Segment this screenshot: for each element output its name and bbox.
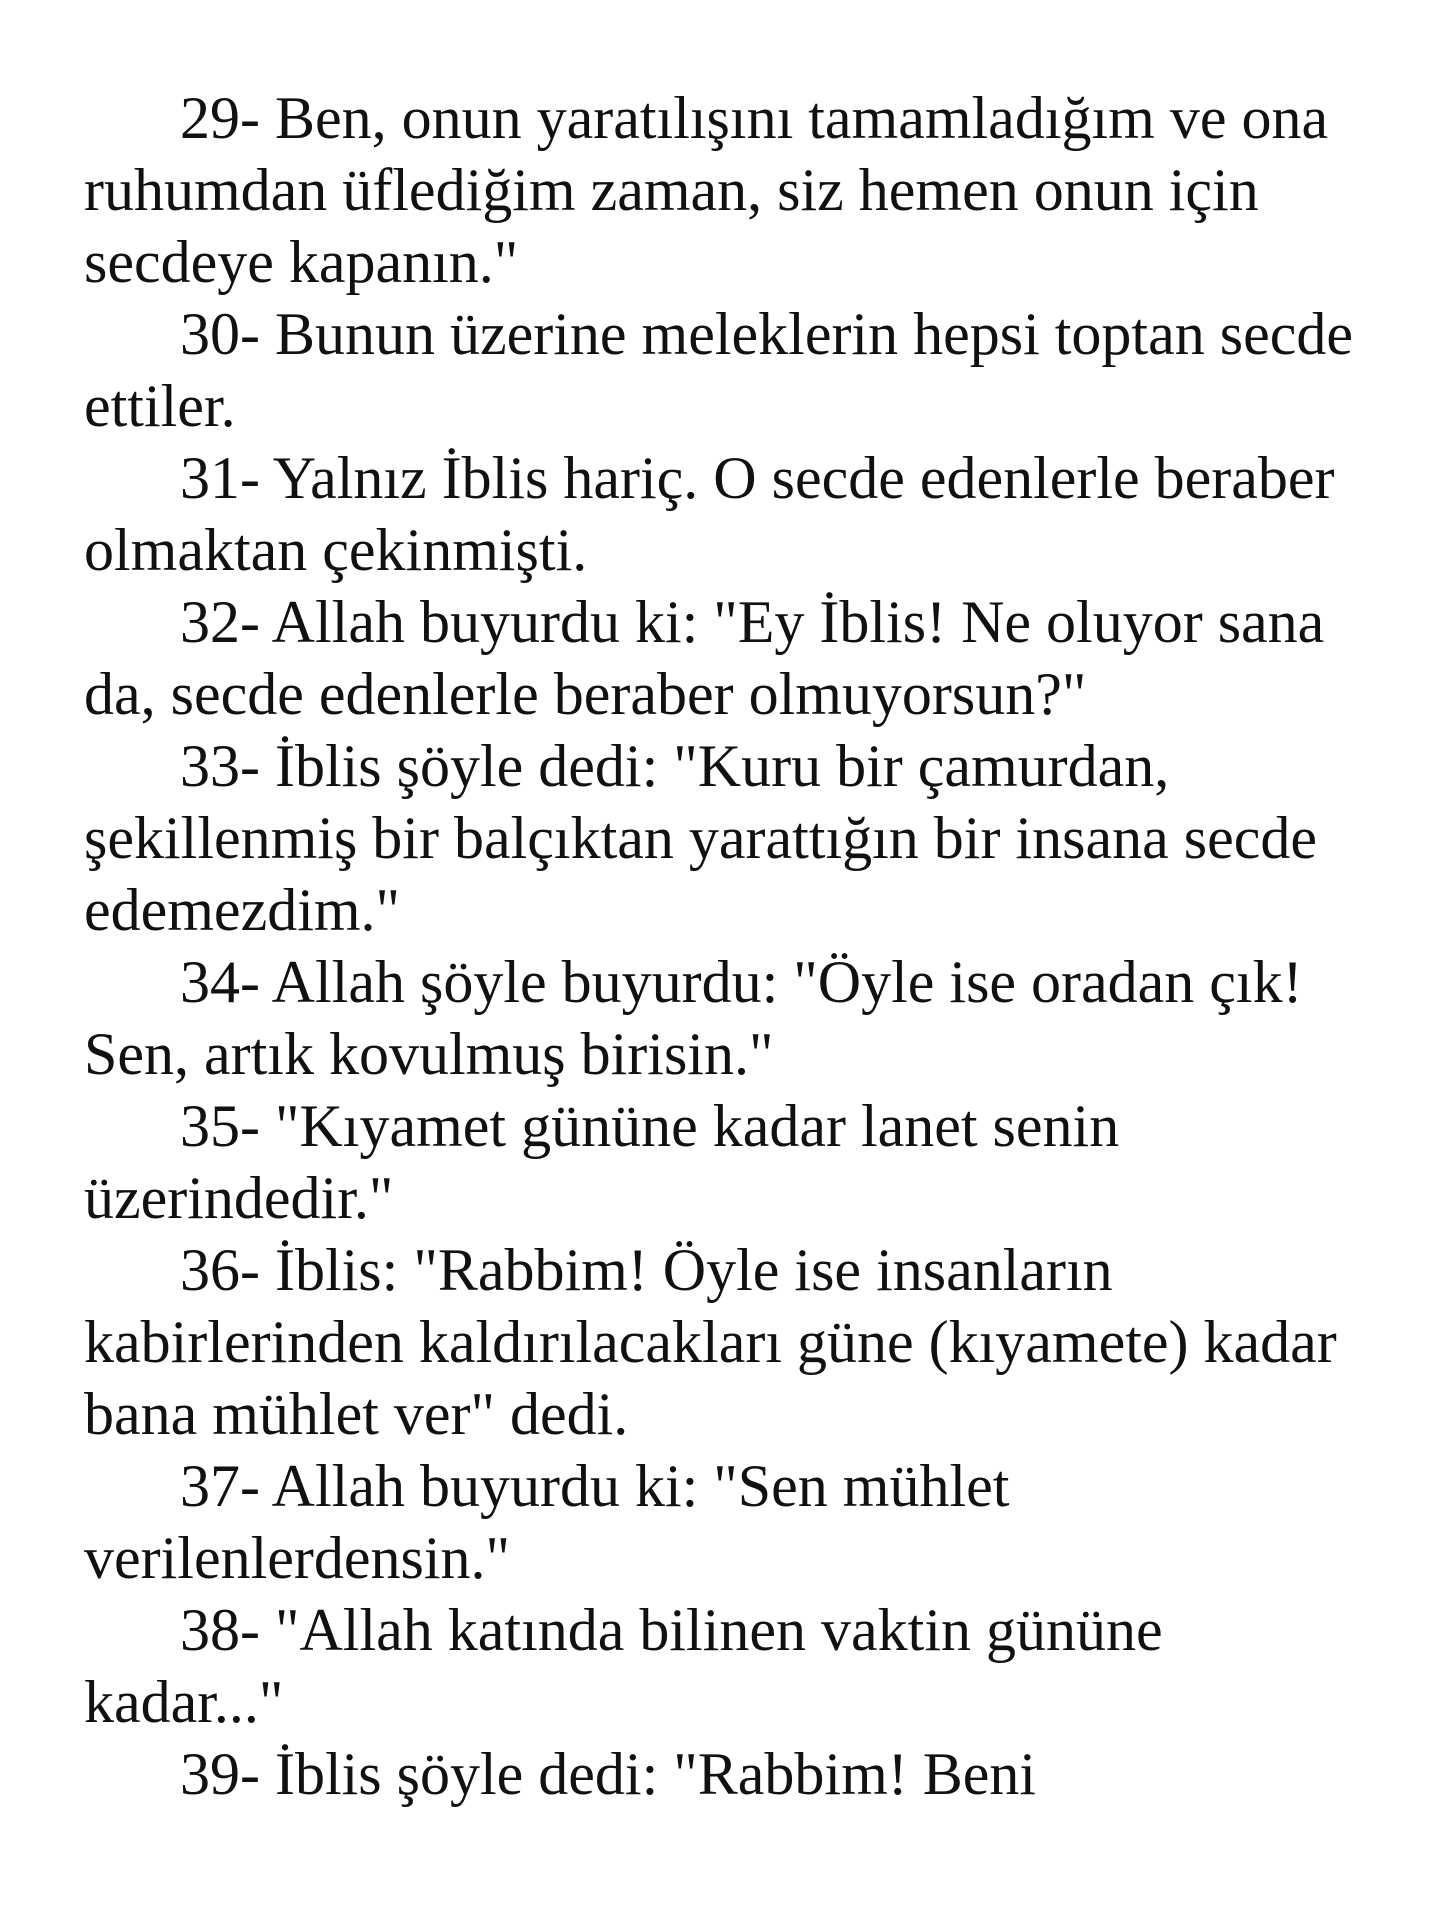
verse-30: 30- Bunun üzerine meleklerin hepsi toptan secde ettiler. [84,301,1353,439]
verse-35: 35- "Kıyamet gününe kadar lanet senin üzerindedir." [84,1093,1120,1231]
verse-33: 33- İblis şöyle dedi: "Kuru bir çamurdan, şekillenmiş bir balçıktan yarattığın bir insana secde edemezdim." [84,733,1317,943]
verse-38: 38- "Allah katında bilinen vaktin gününe kadar..." [84,1597,1163,1735]
document-page [84,82,1374,1810]
verse-37: 37- Allah buyurdu ki: "Sen mühlet verilenlerdensin." [84,1453,1010,1591]
verse-39: 39- İblis şöyle dedi: "Rabbim! Beni [180,1741,1037,1807]
verse-31: 31- Yalnız İblis hariç. O secde edenlerle beraber olmaktan çekinmişti. [84,445,1335,583]
verse-32: 32- Allah buyurdu ki: "Ey İblis! Ne oluyor sana da, secde edenlerle beraber olmuyorsun?" [84,589,1325,727]
verse-34: 34- Allah şöyle buyurdu: "Öyle ise oradan çık! Sen, artık kovulmuş birisin." [84,949,1303,1087]
verse-29: 29- Ben, onun yaratılışını tamamladığım ve ona ruhumdan üflediğim zaman, siz hemen onun için secdeye kapanın." [84,85,1329,295]
verse-36: 36- İblis: "Rabbim! Öyle ise insanların kabirlerinden kaldırılacakları güne (kıyamete) kadar bana mühlet ver" dedi. [84,1237,1337,1447]
